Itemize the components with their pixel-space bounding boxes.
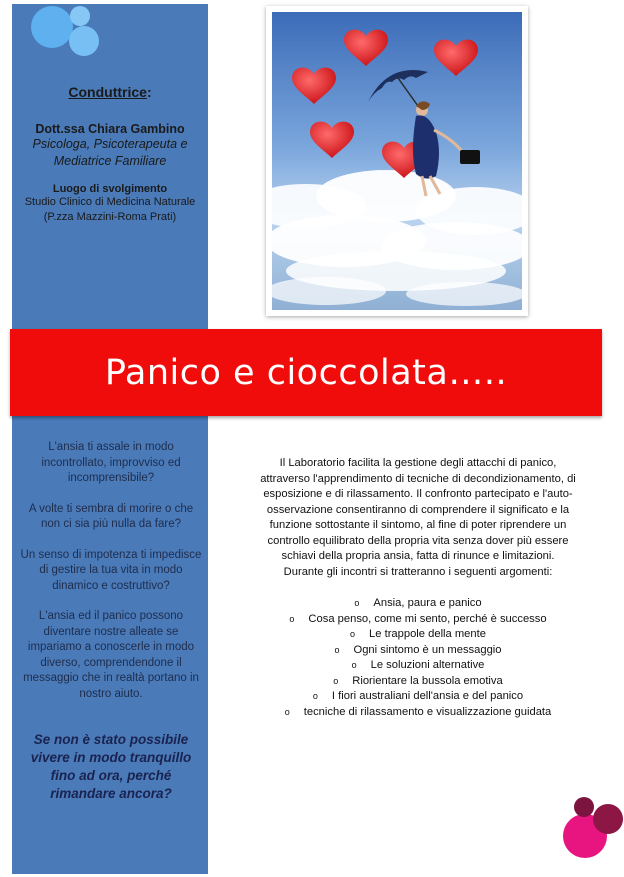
cloud-layer [266, 170, 528, 306]
description-line: controllo equilibrato della propria vita senza dover più essere [267, 534, 569, 547]
doctor-name: Dott.ssa Chiara Gambino [35, 122, 185, 136]
bullet-icon: o [350, 629, 356, 639]
list-item [246, 612, 590, 628]
description-line: Il Laboratorio facilita la gestione degli attacchi di panico, [279, 457, 557, 469]
topics-list [246, 596, 590, 720]
page-title: Panico e cioccolata….. [104, 352, 508, 393]
venue-line: Studio Clinico di Medicina Naturale [24, 196, 196, 208]
topic-label: Riorientare la bussola emotiva [352, 674, 503, 687]
list-item [246, 689, 590, 705]
topic-label: Ogni sintomo è un messaggio [353, 643, 502, 656]
bullet-icon: o [351, 660, 357, 670]
bubble-plum [593, 804, 623, 834]
topic-label: I fiori australiani dell'ansia e del panico [331, 690, 524, 702]
bullet-icon: o [334, 644, 340, 655]
bullet-icon: o [354, 598, 360, 608]
venue-line: (P.zza Mazzini-Roma Prati) [43, 211, 177, 223]
list-item [246, 674, 590, 690]
topic-label: Cosa penso, come mi sento, perché è successo [308, 612, 547, 625]
topic-label: tecniche di rilassamento e visualizzazione guidata [303, 705, 552, 718]
conductor-label: Conduttrice [68, 84, 147, 100]
list-item [246, 596, 590, 612]
sidebar-questions [18, 440, 204, 717]
bubble-plum-small [574, 797, 594, 817]
topic-label: Le trappole della mente [369, 628, 486, 640]
laboratory-description [246, 456, 590, 580]
bullet-icon: o [284, 706, 290, 717]
list-item [246, 658, 590, 674]
bullet-icon: o [289, 613, 295, 624]
doctor-role-line: Mediatrice Familiare [53, 154, 167, 168]
sidebar-paragraph: L'ansia ed il panico possono diventare nostre alleate se impariamo a conoscerle in modo diverso, comprendendone il messaggio che in realtà portano in nostro aiuto. [23, 610, 199, 700]
bubble-blue-large [31, 6, 73, 48]
title-banner [10, 329, 602, 416]
sidebar-paragraph: L'ansia ti assale in modo incontrollato, improvviso ed incomprensibile? [41, 441, 181, 484]
description-line: esposizione e di rilassamento. Il confronto partecipato e l'auto- [263, 488, 573, 500]
conductor-info [12, 84, 208, 225]
hero-illustration [266, 6, 528, 316]
description-line: Durante gli incontri si tratteranno i seguenti argomenti: [283, 565, 553, 578]
description-line: attraverso l'apprendimento di tecniche di decondizionamento, di [260, 472, 576, 485]
topic-label: Le soluzioni alternative [370, 659, 485, 671]
description-line: schiavi della propria ansia, fatta di rinunce e limitazioni. [281, 550, 555, 562]
description-line: funzione sottostante il sintomo, al fine di poter riprendere un [269, 519, 567, 531]
conductor-colon: : [146, 84, 152, 100]
closing-question: Se non è stato possibile vivere in modo tranquillo fino ad ora, perché rimandare ancora? [30, 732, 192, 801]
topic-label: Ansia, paura e panico [373, 597, 482, 609]
bullet-icon: o [312, 691, 318, 701]
briefcase-icon [460, 150, 480, 164]
doctor-role-line: Psicologa, Psicoterapeuta e [32, 137, 188, 151]
sidebar-paragraph: A volte ti sembra di morire o che non ci sia più nulla da fare? [28, 502, 194, 530]
bubble-blue-small [70, 6, 90, 26]
list-item [246, 627, 590, 643]
list-item [246, 705, 590, 721]
description-line: osservazione consentiranno di comprendere il significato e la [266, 503, 570, 516]
venue-label: Luogo di svolgimento [52, 183, 168, 195]
sidebar-paragraph: Un senso di impotenza ti impedisce di gestire la tua vita in modo dinamico e costruttivo? [20, 548, 202, 592]
list-item [246, 643, 590, 659]
bubble-blue-medium [69, 26, 99, 56]
bullet-icon: o [333, 675, 339, 686]
